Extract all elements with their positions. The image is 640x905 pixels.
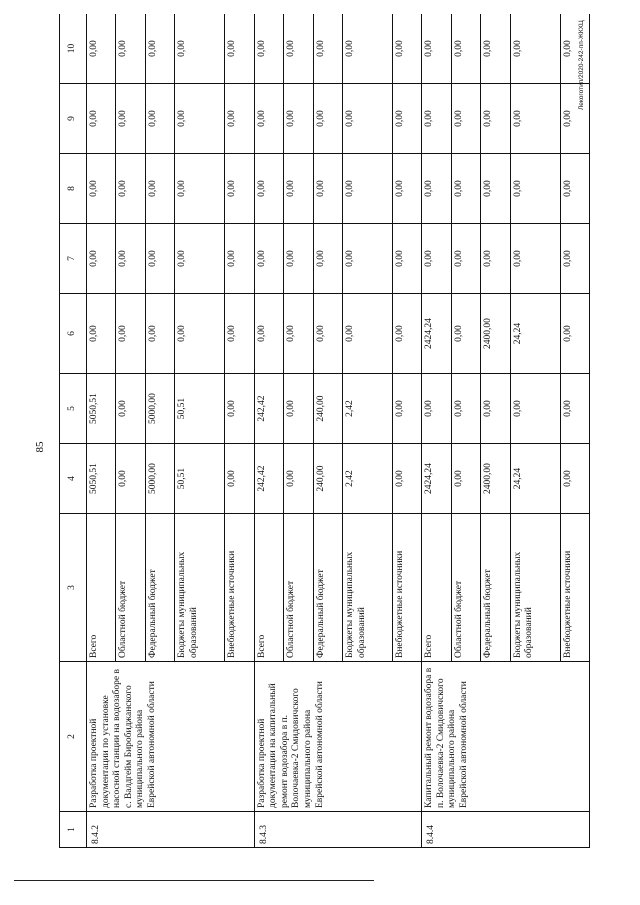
funding-source: Всего: [422, 514, 451, 662]
amount-cell: 0,00: [392, 14, 421, 84]
amount-cell: 240,00: [313, 444, 342, 514]
amount-cell: 0,00: [422, 374, 451, 444]
amount-cell: 50,51: [175, 374, 225, 444]
amount-cell: 0,00: [145, 294, 174, 374]
amount-cell: 0,00: [145, 84, 174, 154]
amount-cell: 0,00: [560, 154, 589, 224]
amount-cell: 0,00: [560, 444, 589, 514]
table-row: [422, 14, 451, 848]
amount-cell: 0,00: [254, 84, 283, 154]
amount-cell: 0,00: [284, 374, 313, 444]
amount-cell: 0,00: [481, 154, 510, 224]
amount-cell: 0,00: [313, 294, 342, 374]
footer-code: Лекоготип/2020-242-пп-ЖКХЦ: [578, 20, 585, 110]
header-row: [60, 14, 87, 848]
amount-cell: 2,42: [342, 444, 392, 514]
amount-cell: 0,00: [481, 14, 510, 84]
amount-cell: 0,00: [145, 14, 174, 84]
amount-cell: 0,00: [422, 14, 451, 84]
column-header: 7: [60, 224, 87, 294]
amount-cell: 0,00: [284, 84, 313, 154]
table-body: [87, 14, 590, 848]
column-header: 9: [60, 84, 87, 154]
amount-cell: 0,00: [116, 294, 145, 374]
amount-cell: 0,00: [342, 14, 392, 84]
column-header: 5: [60, 374, 87, 444]
measure-code: 8.4.3: [254, 812, 422, 848]
amount-cell: 0,00: [284, 224, 313, 294]
funding-source: Бюджеты муниципальных образований: [175, 514, 225, 662]
amount-cell: 2424,24: [422, 294, 451, 374]
amount-cell: 0,00: [284, 444, 313, 514]
amount-cell: 0,00: [422, 154, 451, 224]
amount-cell: 0,00: [116, 374, 145, 444]
table-frame: [59, 14, 590, 848]
column-header: 4: [60, 444, 87, 514]
table-row: [87, 14, 116, 848]
column-header: 3: [60, 514, 87, 662]
amount-cell: 0,00: [451, 374, 480, 444]
amount-cell: 2,42: [342, 374, 392, 444]
amount-cell: 2400,00: [481, 444, 510, 514]
budget-table: [59, 14, 590, 848]
amount-cell: 0,00: [175, 84, 225, 154]
amount-cell: 0,00: [451, 84, 480, 154]
amount-cell: 0,00: [116, 84, 145, 154]
amount-cell: 242,42: [254, 444, 283, 514]
column-header: 2: [60, 662, 87, 812]
amount-cell: 5050,51: [87, 374, 116, 444]
amount-cell: 0,00: [392, 84, 421, 154]
amount-cell: 5000,00: [145, 444, 174, 514]
amount-cell: 0,00: [116, 154, 145, 224]
amount-cell: 5050,51: [87, 444, 116, 514]
amount-cell: 0,00: [116, 14, 145, 84]
amount-cell: 0,00: [175, 224, 225, 294]
amount-cell: 0,00: [392, 294, 421, 374]
amount-cell: 0,00: [451, 294, 480, 374]
amount-cell: 0,00: [481, 84, 510, 154]
amount-cell: 0,00: [254, 14, 283, 84]
amount-cell: 0,00: [510, 374, 560, 444]
amount-cell: 0,00: [87, 84, 116, 154]
amount-cell: 0,00: [481, 374, 510, 444]
amount-cell: 0,00: [392, 154, 421, 224]
amount-cell: 242,42: [254, 374, 283, 444]
amount-cell: 0,00: [342, 154, 392, 224]
amount-cell: 0,00: [87, 224, 116, 294]
rotated-table-container: [59, 14, 590, 848]
amount-cell: 0,00: [422, 224, 451, 294]
amount-cell: 0,00: [451, 224, 480, 294]
amount-cell: 0,00: [175, 294, 225, 374]
amount-cell: 0,00: [254, 154, 283, 224]
funding-source: Внебюджетные источники: [225, 514, 254, 662]
amount-cell: 0,00: [225, 224, 254, 294]
measure-name: Разработка проектной документации по установке насосной станции на водозаборе в с. Валдгейм Биробиджанского муниципального района Еврейской автономной области: [87, 662, 255, 812]
amount-cell: 0,00: [342, 84, 392, 154]
funding-source: Федеральный бюджет: [481, 514, 510, 662]
measure-code: 8.4.2: [87, 812, 255, 848]
amount-cell: 0,00: [225, 154, 254, 224]
amount-cell: 0,00: [175, 14, 225, 84]
page-number: 85: [34, 441, 46, 453]
funding-source: Областной бюджет: [284, 514, 313, 662]
amount-cell: 0,00: [392, 444, 421, 514]
funding-source: Внебюджетные источники: [560, 514, 589, 662]
amount-cell: 0,00: [510, 154, 560, 224]
amount-cell: 0,00: [254, 294, 283, 374]
amount-cell: 0,00: [451, 444, 480, 514]
amount-cell: 0,00: [560, 224, 589, 294]
amount-cell: 0,00: [481, 224, 510, 294]
amount-cell: 0,00: [175, 154, 225, 224]
column-header: 10: [60, 14, 87, 84]
table-row: [254, 14, 283, 848]
measure-code: 8.4.4: [422, 812, 590, 848]
amount-cell: 0,00: [313, 154, 342, 224]
amount-cell: 2400,00: [481, 294, 510, 374]
amount-cell: 0,00: [87, 294, 116, 374]
amount-cell: 0,00: [451, 154, 480, 224]
amount-cell: 0,00: [313, 14, 342, 84]
amount-cell: 0,00: [225, 294, 254, 374]
amount-cell: 50,51: [175, 444, 225, 514]
amount-cell: 0,00: [560, 84, 589, 154]
amount-cell: 0,00: [342, 224, 392, 294]
footnote-divider: [14, 880, 374, 881]
amount-cell: 0,00: [145, 224, 174, 294]
amount-cell: 0,00: [116, 224, 145, 294]
column-header: 6: [60, 294, 87, 374]
amount-cell: 0,00: [284, 14, 313, 84]
amount-cell: 0,00: [510, 224, 560, 294]
funding-source: Бюджеты муниципальных образований: [510, 514, 560, 662]
funding-source: Федеральный бюджет: [313, 514, 342, 662]
funding-source: Всего: [254, 514, 283, 662]
amount-cell: 0,00: [225, 14, 254, 84]
amount-cell: 0,00: [284, 294, 313, 374]
measure-name: Капитальный ремонт водозабора в п. Волочаевка-2 Смидовичского муниципального района Еврейской автономной области: [422, 662, 590, 812]
amount-cell: 0,00: [87, 14, 116, 84]
amount-cell: 0,00: [392, 224, 421, 294]
funding-source: Бюджеты муниципальных образований: [342, 514, 392, 662]
amount-cell: 0,00: [510, 84, 560, 154]
column-header: 8: [60, 154, 87, 224]
funding-source: Федеральный бюджет: [145, 514, 174, 662]
amount-cell: 0,00: [313, 224, 342, 294]
amount-cell: 0,00: [342, 294, 392, 374]
amount-cell: 0,00: [225, 444, 254, 514]
amount-cell: 0,00: [451, 14, 480, 84]
amount-cell: 0,00: [510, 14, 560, 84]
amount-cell: 0,00: [560, 294, 589, 374]
amount-cell: 5000,00: [145, 374, 174, 444]
amount-cell: 24,24: [510, 294, 560, 374]
amount-cell: 0,00: [392, 374, 421, 444]
amount-cell: 24,24: [510, 444, 560, 514]
amount-cell: 0,00: [560, 14, 589, 84]
amount-cell: 0,00: [145, 154, 174, 224]
amount-cell: 0,00: [284, 154, 313, 224]
amount-cell: 0,00: [422, 84, 451, 154]
amount-cell: 0,00: [254, 224, 283, 294]
amount-cell: 0,00: [225, 374, 254, 444]
amount-cell: 0,00: [225, 84, 254, 154]
funding-source: Областной бюджет: [451, 514, 480, 662]
amount-cell: 0,00: [313, 84, 342, 154]
funding-source: Всего: [87, 514, 116, 662]
column-header: 1: [60, 812, 87, 848]
amount-cell: 2424,24: [422, 444, 451, 514]
amount-cell: 240,00: [313, 374, 342, 444]
amount-cell: 0,00: [116, 444, 145, 514]
measure-name: Разработка проектной документации на капитальный ремонт водозабора в п. Волочаевка-2 Смидовичского муниципального района Еврейской автономной области: [254, 662, 422, 812]
amount-cell: 0,00: [87, 154, 116, 224]
funding-source: Внебюджетные источники: [392, 514, 421, 662]
funding-source: Областной бюджет: [116, 514, 145, 662]
amount-cell: 0,00: [560, 374, 589, 444]
